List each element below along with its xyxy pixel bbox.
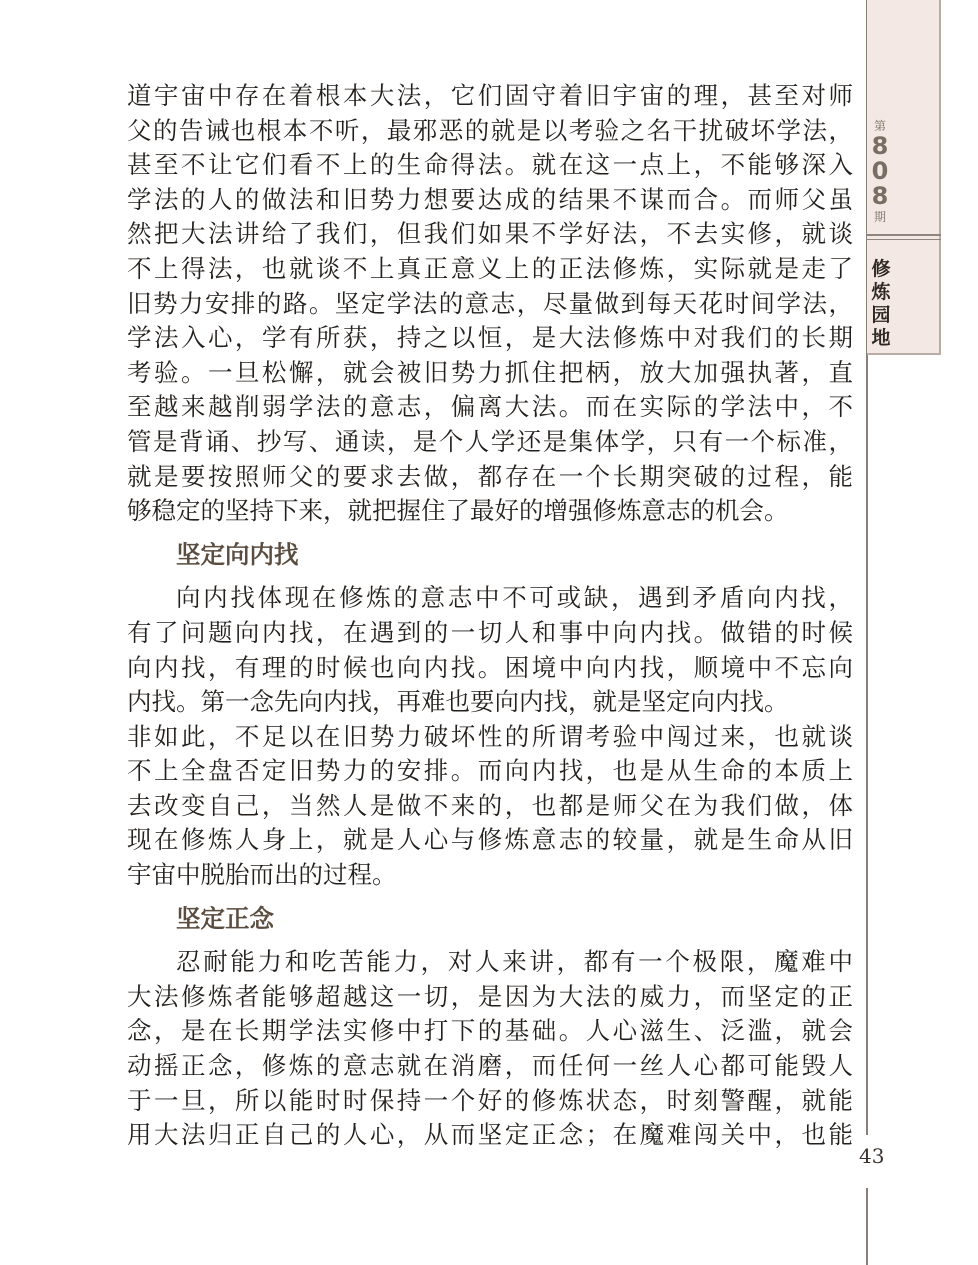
section-title-char: 炼 (871, 281, 891, 303)
issue-digit: 8 (871, 182, 889, 210)
paragraph-3 (127, 945, 853, 1153)
text-line: 够稳定的坚持下来，就把握住了最好的增强修炼意志的机会。 (127, 496, 789, 526)
text-line: 动摇正念，修炼的意志就在消磨，而任何一丝人心都可能毁人 (127, 1051, 853, 1081)
text-line: 学法入心，学有所获，持之以恒，是大法修炼中对我们的长期 (127, 323, 853, 353)
text-line: 甚至不让它们看不上的生命得法。就在这一点上，不能够深入 (127, 150, 853, 180)
sidebar-panel-border (939, 0, 941, 354)
text-line: 管是背诵、抄写、通读，是个人学还是集体学，只有一个标准， (127, 426, 853, 456)
section-title-char: 修 (871, 258, 891, 280)
sidebar-divider (866, 234, 941, 236)
text-line: 就是要按照师父的要求去做，都存在一个长期突破的过程，能 (127, 461, 853, 491)
section-heading: 坚定正念 (176, 903, 274, 933)
text-line: 大法修炼者能够超越这一切，是因为大法的威力，而坚定的正 (127, 981, 853, 1011)
section-title-char: 地 (871, 327, 891, 349)
text-line: 现在修炼人身上，就是人心与修炼意志的较量，就是生命从旧 (127, 825, 853, 855)
issue-digit: 8 (871, 132, 889, 160)
sidebar-panel-bottom-border (867, 353, 941, 355)
sidebar-divider (866, 239, 941, 240)
issue-digit: 0 (871, 157, 889, 185)
text-line: 旧势力安排的路。坚定学法的意志，尽量做到每天花时间学法， (127, 288, 853, 318)
text-line: 念，是在长期学法实修中打下的基础。人心滋生、泛滥，就会 (127, 1016, 853, 1046)
text-line: 道宇宙中存在着根本大法，它们固守着旧宇宙的理，甚至对师 (127, 81, 853, 110)
article-body (127, 79, 853, 1153)
text-line: 用大法归正自己的人心，从而坚定正念；在魔难闯关中，也能 (127, 1120, 853, 1150)
issue-number (866, 118, 894, 225)
text-line: 考验。一旦松懈，就会被旧势力抓住把柄，放大加强执著，直 (127, 357, 853, 387)
text-line: 有了问题向内找，在遇到的一切人和事中向内找。做错的时候 (127, 617, 853, 647)
text-line: 学法的人的做法和旧势力想要达成的结果不谋而合。而师父虽 (127, 184, 853, 214)
text-line: 内找。第一念先向内找，再难也要向内找，就是坚定向内找。 (127, 687, 789, 717)
text-line: 向内找，有理的时候也向内找。困境中向内找，顺境中不忘向 (127, 652, 853, 682)
paragraph-1 (127, 79, 853, 529)
issue-suffix: 期 (873, 210, 886, 224)
text-line: 非如此，不足以在旧势力破坏性的所谓考验中闯过来，也就谈 (127, 721, 853, 751)
text-line: 忍耐能力和吃苦能力，对人来讲，都有一个极限，魔难中 (176, 947, 853, 977)
page-edge-rule-lower (866, 1188, 868, 1265)
text-line: 至越来越削弱学法的意志，偏离大法。而在实际的学法中，不 (127, 392, 853, 422)
text-line: 向内找体现在修炼的意志中不可或缺，遇到矛盾向内找， (176, 583, 853, 613)
text-line: 于一旦，所以能时时保持一个好的修炼状态，时刻警醒，就能 (127, 1085, 853, 1115)
text-line: 去改变自己，当然人是做不来的，也都是师父在为我们做，体 (127, 790, 853, 820)
section-heading: 坚定向内找 (176, 539, 299, 569)
text-line: 不上全盘否定旧势力的安排。而向内找，也是从生命的本质上 (127, 756, 853, 786)
issue-prefix: 第 (873, 119, 886, 133)
text-line: 然把大法讲给了我们，但我们如果不学好法，不去实修，就谈 (127, 219, 853, 249)
paragraph-2 (127, 581, 853, 892)
section-title-char: 园 (871, 304, 891, 326)
text-line: 宇宙中脱胎而出的过程。 (127, 860, 397, 890)
text-line: 父的告诫也根本不听，最邪恶的就是以考验之名干扰破坏学法， (127, 115, 853, 145)
section-title (866, 258, 896, 350)
text-line: 不上得法，也就谈不上真正意义上的正法修炼，实际就是走了 (127, 253, 853, 283)
page-number: 43 (859, 1144, 885, 1168)
